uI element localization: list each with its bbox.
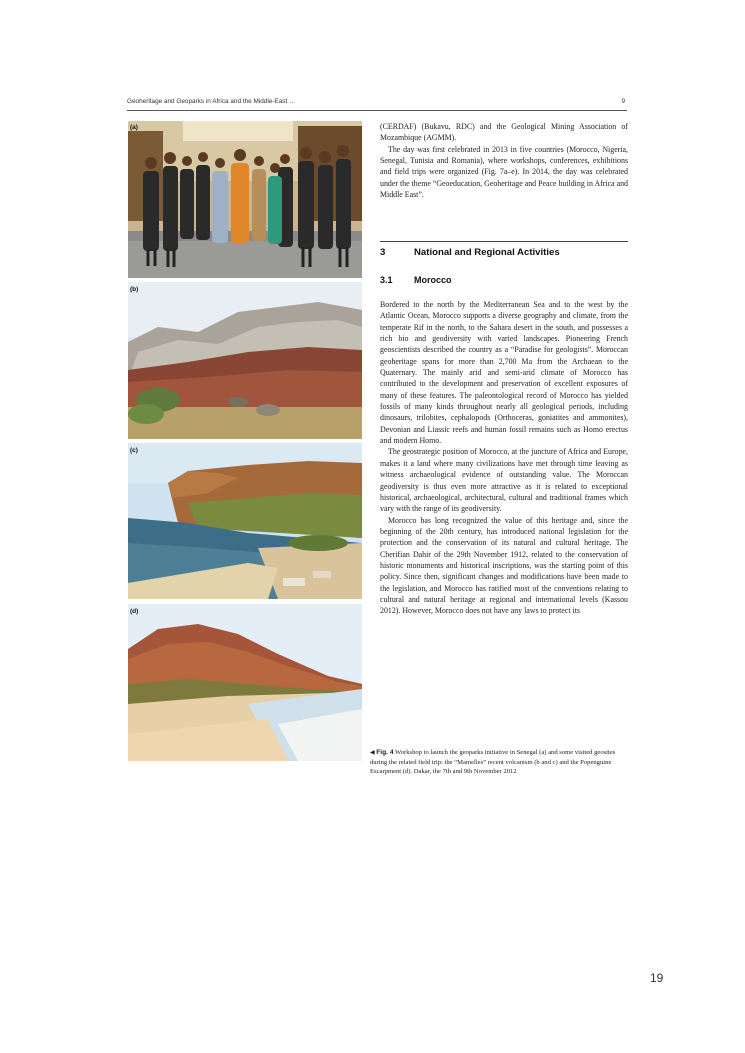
panel-label-b: (b) <box>130 286 139 293</box>
caption-text: Workshop to launch the geoparks initiative in Senegal (a) and some visited geosites during the related field trip: the “Mamelles” recent volcanism (b and c) and the Popenguine Escarpment (d). Dakar, the 7th and 9th November 2012 <box>370 749 616 775</box>
panel-label-a: (a) <box>130 124 138 131</box>
photo-panel-a-workshop-group <box>128 121 362 278</box>
body-paragraph-2: The geostrategic position of Morocco, at the juncture of Africa and Europe, makes it a land where many civilizations have met through time leaving as witness archaeological evidence of outstanding value. The Moroccan geodiversity is thus even more attractive as it is related to exceptional historical, archaeological, architectural, cultural and traditional frames which vary with the range of its geodiversity. <box>380 447 628 514</box>
panel-label-c: (c) <box>130 447 138 454</box>
panel-label-d: (d) <box>130 608 139 615</box>
caption-label: Fig. 4 <box>376 749 394 756</box>
figure-caption <box>370 748 628 776</box>
running-header <box>127 97 627 111</box>
subsection-number: 3.1 <box>380 275 393 285</box>
photo-panel-d-escarpment-beach <box>128 604 362 761</box>
subsection-title: Morocco <box>414 275 452 285</box>
page-number: 19 <box>650 971 664 985</box>
subsection-heading <box>380 275 628 285</box>
caption-arrow-icon: ◀ <box>370 750 375 756</box>
intro-text <box>380 121 628 200</box>
section-heading <box>380 247 628 258</box>
photo-panel-b-volcanic-outcrop <box>128 282 362 439</box>
section-title: National and Regional Activities <box>414 247 560 258</box>
intro-paragraph-2: The day was first celebrated in 2013 in five countries (Morocco, Nigeria, Senegal, Tunisia and Romania), where workshops, conferences, exhibitions and field trips were organized (Fig. 7a–e). In 2014, the day was celebrated under the theme “Geoeducation, Geoheritage and Peace building in Africa and Middle East”. <box>380 144 628 200</box>
section-number: 3 <box>380 247 386 258</box>
running-header-page: 9 <box>621 98 625 105</box>
intro-paragraph-1: (CERDAF) (Bukavu, RDC) and the Geological Mining Association of Mozambique (AGMM). <box>380 122 628 143</box>
body-paragraph-1: Bordered to the north by the Mediterranean Sea and to the west by the Atlantic Ocean, Morocco supports a diverse geography and climate, from the temperate Rif in the north, to the Sahara desert in the south, and possesses a rich bio and geodiversity with varied landscapes. Pioneering French geoscientists described the country as a “Paradise for geologists”. Moroccan geoheritage spans for more than 2,700 Ma from the Archaean to the Quaternary. The mainly arid and semi-arid climate of Morocco has contributed to the development and preservation of excellent exposures of many of these features. The paleontological record of Morocco has yielded fossils of many kinds throughout nearly all geological periods, including dinosaurs, trilobites, cephalopods (Orthoceras, goniatites and ammonites), Devonian and Liassic reefs and human fossil remains such as Homo erectus and modern Homo. <box>380 300 628 446</box>
section-rule <box>380 241 628 242</box>
photo-panel-c-coastal-cliff <box>128 443 362 599</box>
body-paragraph-3: Morocco has long recognized the value of this heritage and, since the beginning of the 20th century, has introduced national legislation for the protection and the conservation of its natural and cultural heritage. The Cherifian Dahir of the 29th November 1912, related to the conservation of historic monuments and historical inscriptions, was the starting point of this policy. Since then, significant changes and modifications have been made to the legislation, and Morocco has ratified most of the conventions relating to cultural and natural heritage at regional and international levels (Kassou 2012). However, Morocco does not have any laws to protect its <box>380 515 628 616</box>
running-header-title: Geoheritage and Geoparks in Africa and the Middle-East … <box>127 98 296 105</box>
body-text <box>380 299 628 617</box>
